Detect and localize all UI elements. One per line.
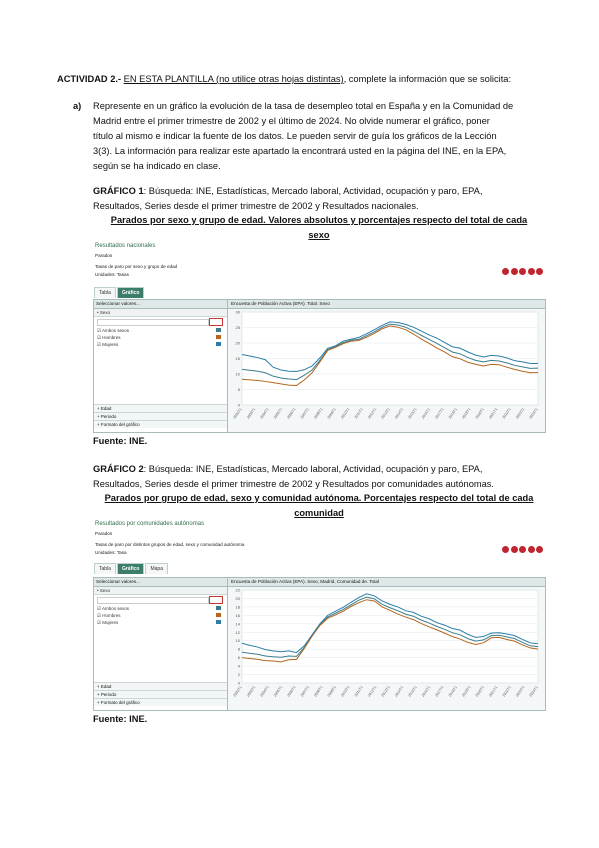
y-tick-label: 6 bbox=[237, 655, 240, 661]
activity-heading bbox=[57, 72, 557, 87]
y-tick-label: 20 bbox=[235, 595, 240, 601]
option-label: Hombres bbox=[102, 613, 121, 618]
x-tick-label: 2012T1 bbox=[367, 685, 378, 698]
chart-header: Encuesta de Población Activa (EPA). Total. Sexo bbox=[228, 300, 545, 309]
y-tick-label: 10 bbox=[235, 638, 240, 644]
print-icon[interactable] bbox=[528, 546, 535, 553]
graph1-title bbox=[93, 213, 545, 243]
y-tick-label: 0 bbox=[237, 680, 240, 686]
x-tick-label: 2003T1 bbox=[245, 685, 257, 698]
y-tick-label: 10 bbox=[235, 371, 240, 377]
graph1-source: Fuente: INE. bbox=[93, 436, 148, 446]
item-a-line: Represente en un gráfico la evolución de la tasa de desempleo total en España y en la Comunidad de bbox=[93, 101, 514, 111]
section-periodo[interactable]: + Periodo bbox=[94, 412, 227, 420]
tab-grafico[interactable]: Gráfico bbox=[117, 563, 145, 574]
screenshot-heading: Resultados nacionales bbox=[95, 243, 156, 249]
color-swatch[interactable] bbox=[216, 335, 221, 339]
info-icon[interactable] bbox=[536, 268, 543, 275]
chart-frame bbox=[93, 299, 546, 433]
option-item[interactable]: ☑ Ambos sexos bbox=[94, 327, 227, 334]
share-icon[interactable] bbox=[519, 546, 526, 553]
x-tick-label: 2018T1 bbox=[447, 685, 459, 698]
select-all-icon[interactable] bbox=[209, 596, 223, 604]
section-formato[interactable]: + Formato del gráfico bbox=[94, 698, 227, 706]
filter-input[interactable] bbox=[97, 597, 209, 604]
graph1-description bbox=[93, 184, 545, 214]
tab-tabla[interactable]: Tabla bbox=[94, 287, 116, 298]
color-swatch[interactable] bbox=[216, 613, 221, 617]
x-tick-label: 2009T1 bbox=[326, 407, 338, 420]
y-tick-label: 8 bbox=[237, 646, 240, 652]
x-tick-label: 2022T1 bbox=[501, 407, 512, 420]
x-tick-label: 2004T1 bbox=[259, 685, 270, 698]
config-icon[interactable] bbox=[502, 546, 509, 553]
x-tick-label: 2021T1 bbox=[488, 407, 499, 420]
y-tick-label: 16 bbox=[235, 612, 240, 618]
tab-mapa[interactable]: Mapa bbox=[145, 563, 168, 574]
export-icons[interactable] bbox=[502, 546, 543, 553]
filter-input[interactable] bbox=[97, 319, 209, 326]
x-tick-label: 2013T1 bbox=[380, 685, 391, 698]
option-label: Hombres bbox=[102, 335, 121, 340]
graph2-line2: Resultados, Series desde el primer trimestre de 2002 y Resultados por comunidades autónomas. bbox=[93, 479, 495, 489]
graph1-line1: : Búsqueda: INE, Estadísticas, Mercado laboral, Actividad, ocupación y paro, EPA, bbox=[143, 186, 483, 196]
x-tick-label: 2024T1 bbox=[528, 685, 539, 698]
y-tick-label: 0 bbox=[237, 402, 240, 408]
graph1-line2: Resultados, Series desde el primer trimestre de 2002 y Resultados nacionales. bbox=[93, 201, 419, 211]
screenshot-sub3: Unidades: Tasas bbox=[95, 272, 129, 277]
x-tick-label: 2011T1 bbox=[353, 685, 364, 698]
tab-bar bbox=[94, 563, 169, 574]
item-a-marker: a) bbox=[73, 101, 82, 111]
graph1-label: GRÁFICO 1 bbox=[93, 186, 144, 196]
x-tick-label: 2021T1 bbox=[488, 685, 499, 698]
config-icon[interactable] bbox=[502, 268, 509, 275]
item-a-line: 3(3). La información para realizar este apartado la encontrará usted en la página del INE, en la EPA, bbox=[93, 146, 507, 156]
y-tick-label: 15 bbox=[235, 356, 240, 361]
graph1-title-line2: sexo bbox=[308, 230, 330, 240]
sexo-section[interactable]: • Sexo bbox=[94, 587, 227, 595]
y-tick-label: 20 bbox=[235, 340, 240, 346]
color-swatch[interactable] bbox=[216, 328, 221, 332]
selector-title: Seleccionar valores... bbox=[94, 578, 227, 587]
section-periodo[interactable]: + Periodo bbox=[94, 690, 227, 698]
line-chart bbox=[228, 586, 544, 709]
x-tick-label: 2010T1 bbox=[340, 407, 351, 420]
option-label: Ambos sexos bbox=[102, 328, 130, 333]
option-item[interactable]: ☑ Mujeres bbox=[94, 341, 227, 348]
x-tick-label: 2011T1 bbox=[353, 407, 364, 420]
option-item[interactable]: ☑ Ambos sexos bbox=[94, 605, 227, 612]
x-tick-label: 2018T1 bbox=[447, 407, 459, 420]
tab-bar bbox=[94, 287, 145, 298]
ine-screenshot-2 bbox=[93, 521, 546, 711]
x-tick-label: 2012T1 bbox=[367, 407, 378, 420]
x-tick-label: 2020T1 bbox=[474, 685, 486, 698]
x-tick-label: 2007T1 bbox=[299, 685, 311, 698]
color-swatch[interactable] bbox=[216, 606, 221, 610]
sexo-section[interactable]: • Sexo bbox=[94, 309, 227, 317]
item-a-text bbox=[93, 99, 545, 174]
tab-grafico[interactable]: Gráfico bbox=[117, 287, 145, 298]
activity-prefix: ACTIVIDAD 2.- bbox=[57, 74, 122, 84]
graph2-label: GRÁFICO 2 bbox=[93, 464, 144, 474]
line-chart bbox=[228, 308, 544, 431]
y-tick-label: 30 bbox=[235, 309, 240, 315]
option-label: Mujeres bbox=[102, 620, 119, 625]
graph2-title-line2: comunidad bbox=[294, 508, 344, 518]
x-tick-label: 2015T1 bbox=[407, 685, 418, 698]
screenshot-sub2: Tasas de paro por distintos grupos de edad, sexo y comunidad autónoma bbox=[95, 542, 245, 547]
item-a-line: título al mismo e indicar la fuente de los datos. Le pueden servir de guía los gráficos de la Lección bbox=[93, 131, 497, 141]
x-tick-label: 2005T1 bbox=[272, 407, 284, 420]
activity-suffix: , complete la información que se solicita: bbox=[343, 74, 512, 84]
color-swatch[interactable] bbox=[216, 342, 221, 346]
x-tick-label: 2006T1 bbox=[286, 407, 297, 420]
y-tick-label: 12 bbox=[235, 629, 240, 635]
x-tick-label: 2003T1 bbox=[245, 407, 257, 420]
section-edad[interactable]: + Edad bbox=[94, 404, 227, 412]
x-tick-label: 2017T1 bbox=[434, 407, 445, 420]
x-tick-label: 2010T1 bbox=[340, 685, 351, 698]
y-tick-label: 2 bbox=[237, 672, 240, 678]
x-tick-label: 2013T1 bbox=[380, 407, 391, 420]
y-tick-label: 4 bbox=[237, 663, 240, 669]
export-icons[interactable] bbox=[502, 268, 543, 275]
y-tick-label: 25 bbox=[235, 325, 240, 330]
x-tick-label: 2002T1 bbox=[232, 407, 243, 420]
x-tick-label: 2002T1 bbox=[232, 685, 243, 698]
x-tick-label: 2022T1 bbox=[501, 685, 512, 698]
selector-panel bbox=[94, 300, 228, 432]
x-tick-label: 2008T1 bbox=[313, 407, 324, 420]
screenshot-sub2: Tasas de paro por sexo y grupo de edad bbox=[95, 264, 178, 269]
tab-tabla[interactable]: Tabla bbox=[94, 563, 116, 574]
filter-row bbox=[94, 595, 227, 605]
chart-frame bbox=[93, 577, 546, 711]
graph2-source: Fuente: INE. bbox=[93, 714, 148, 724]
option-item[interactable]: ☑ Mujeres bbox=[94, 619, 227, 626]
x-tick-label: 2019T1 bbox=[461, 685, 472, 698]
ine-screenshot-1 bbox=[93, 243, 546, 433]
x-tick-label: 2016T1 bbox=[420, 407, 432, 420]
share-icon[interactable] bbox=[519, 268, 526, 275]
x-tick-label: 2004T1 bbox=[259, 407, 270, 420]
x-tick-label: 2007T1 bbox=[299, 407, 311, 420]
y-tick-label: 18 bbox=[235, 604, 240, 610]
y-tick-label: 14 bbox=[235, 621, 240, 627]
graph2-title bbox=[93, 491, 545, 521]
x-tick-label: 2005T1 bbox=[272, 685, 284, 698]
item-a-line: según se ha indicado en clase. bbox=[93, 161, 221, 171]
option-item[interactable]: ☑ Hombres bbox=[94, 334, 227, 341]
screenshot-sub1: Parados bbox=[95, 531, 113, 536]
item-a-line: Madrid entre el primer trimestre de 2002 y el último de 2024. No olvide numerar el gráfico, poner bbox=[93, 116, 490, 126]
x-tick-label: 2019T1 bbox=[461, 407, 472, 420]
graph2-title-line1: Parados por grupo de edad, sexo y comunidad autónoma. Porcentajes respecto del total de cada bbox=[104, 493, 534, 503]
x-tick-label: 2014T1 bbox=[393, 407, 405, 420]
y-tick-label: 22 bbox=[235, 587, 240, 593]
selector-title: Seleccionar valores... bbox=[94, 300, 227, 309]
x-tick-label: 2014T1 bbox=[393, 685, 405, 698]
download-icon[interactable] bbox=[511, 546, 518, 553]
section-edad[interactable]: + Edad bbox=[94, 682, 227, 690]
filter-row bbox=[94, 317, 227, 327]
x-tick-label: 2017T1 bbox=[434, 685, 445, 698]
selector-panel bbox=[94, 578, 228, 710]
select-all-icon[interactable] bbox=[209, 318, 223, 326]
graph2-line1: : Búsqueda: INE, Estadísticas, Mercado laboral, Actividad, ocupación y paro, EPA, bbox=[143, 464, 483, 474]
graph2-description bbox=[93, 462, 545, 492]
x-tick-label: 2015T1 bbox=[407, 407, 418, 420]
x-tick-label: 2020T1 bbox=[474, 407, 486, 420]
x-tick-label: 2009T1 bbox=[326, 685, 338, 698]
screenshot-heading: Resultados por comunidades autónomas bbox=[95, 521, 205, 527]
option-label: Mujeres bbox=[102, 342, 119, 347]
graph1-title-line1: Parados por sexo y grupo de edad. Valores absolutos y porcentajes respecto del total de cada bbox=[110, 215, 528, 225]
option-label: Ambos sexos bbox=[102, 606, 130, 611]
color-swatch[interactable] bbox=[216, 620, 221, 624]
x-tick-label: 2016T1 bbox=[420, 685, 432, 698]
screenshot-sub3: Unidades: Tasa bbox=[95, 550, 127, 555]
option-item[interactable]: ☑ Hombres bbox=[94, 612, 227, 619]
x-tick-label: 2006T1 bbox=[286, 685, 297, 698]
info-icon[interactable] bbox=[536, 546, 543, 553]
x-tick-label: 2023T1 bbox=[515, 685, 526, 698]
screenshot-sub1: Parados bbox=[95, 253, 113, 258]
print-icon[interactable] bbox=[528, 268, 535, 275]
activity-link[interactable]: EN ESTA PLANTILLA (no utilice otras hojas distintas) bbox=[123, 74, 344, 84]
y-tick-label: 5 bbox=[237, 387, 240, 392]
chart-area bbox=[228, 578, 545, 710]
chart-area bbox=[228, 300, 545, 432]
chart-header: Encuesta de Población Activa (EPA). Sexo, Madrid, Comunidad de. Total bbox=[228, 578, 545, 587]
x-tick-label: 2023T1 bbox=[515, 407, 526, 420]
section-formato[interactable]: + Formato del gráfico bbox=[94, 420, 227, 428]
download-icon[interactable] bbox=[511, 268, 518, 275]
x-tick-label: 2008T1 bbox=[313, 685, 324, 698]
x-tick-label: 2024T1 bbox=[528, 407, 539, 420]
